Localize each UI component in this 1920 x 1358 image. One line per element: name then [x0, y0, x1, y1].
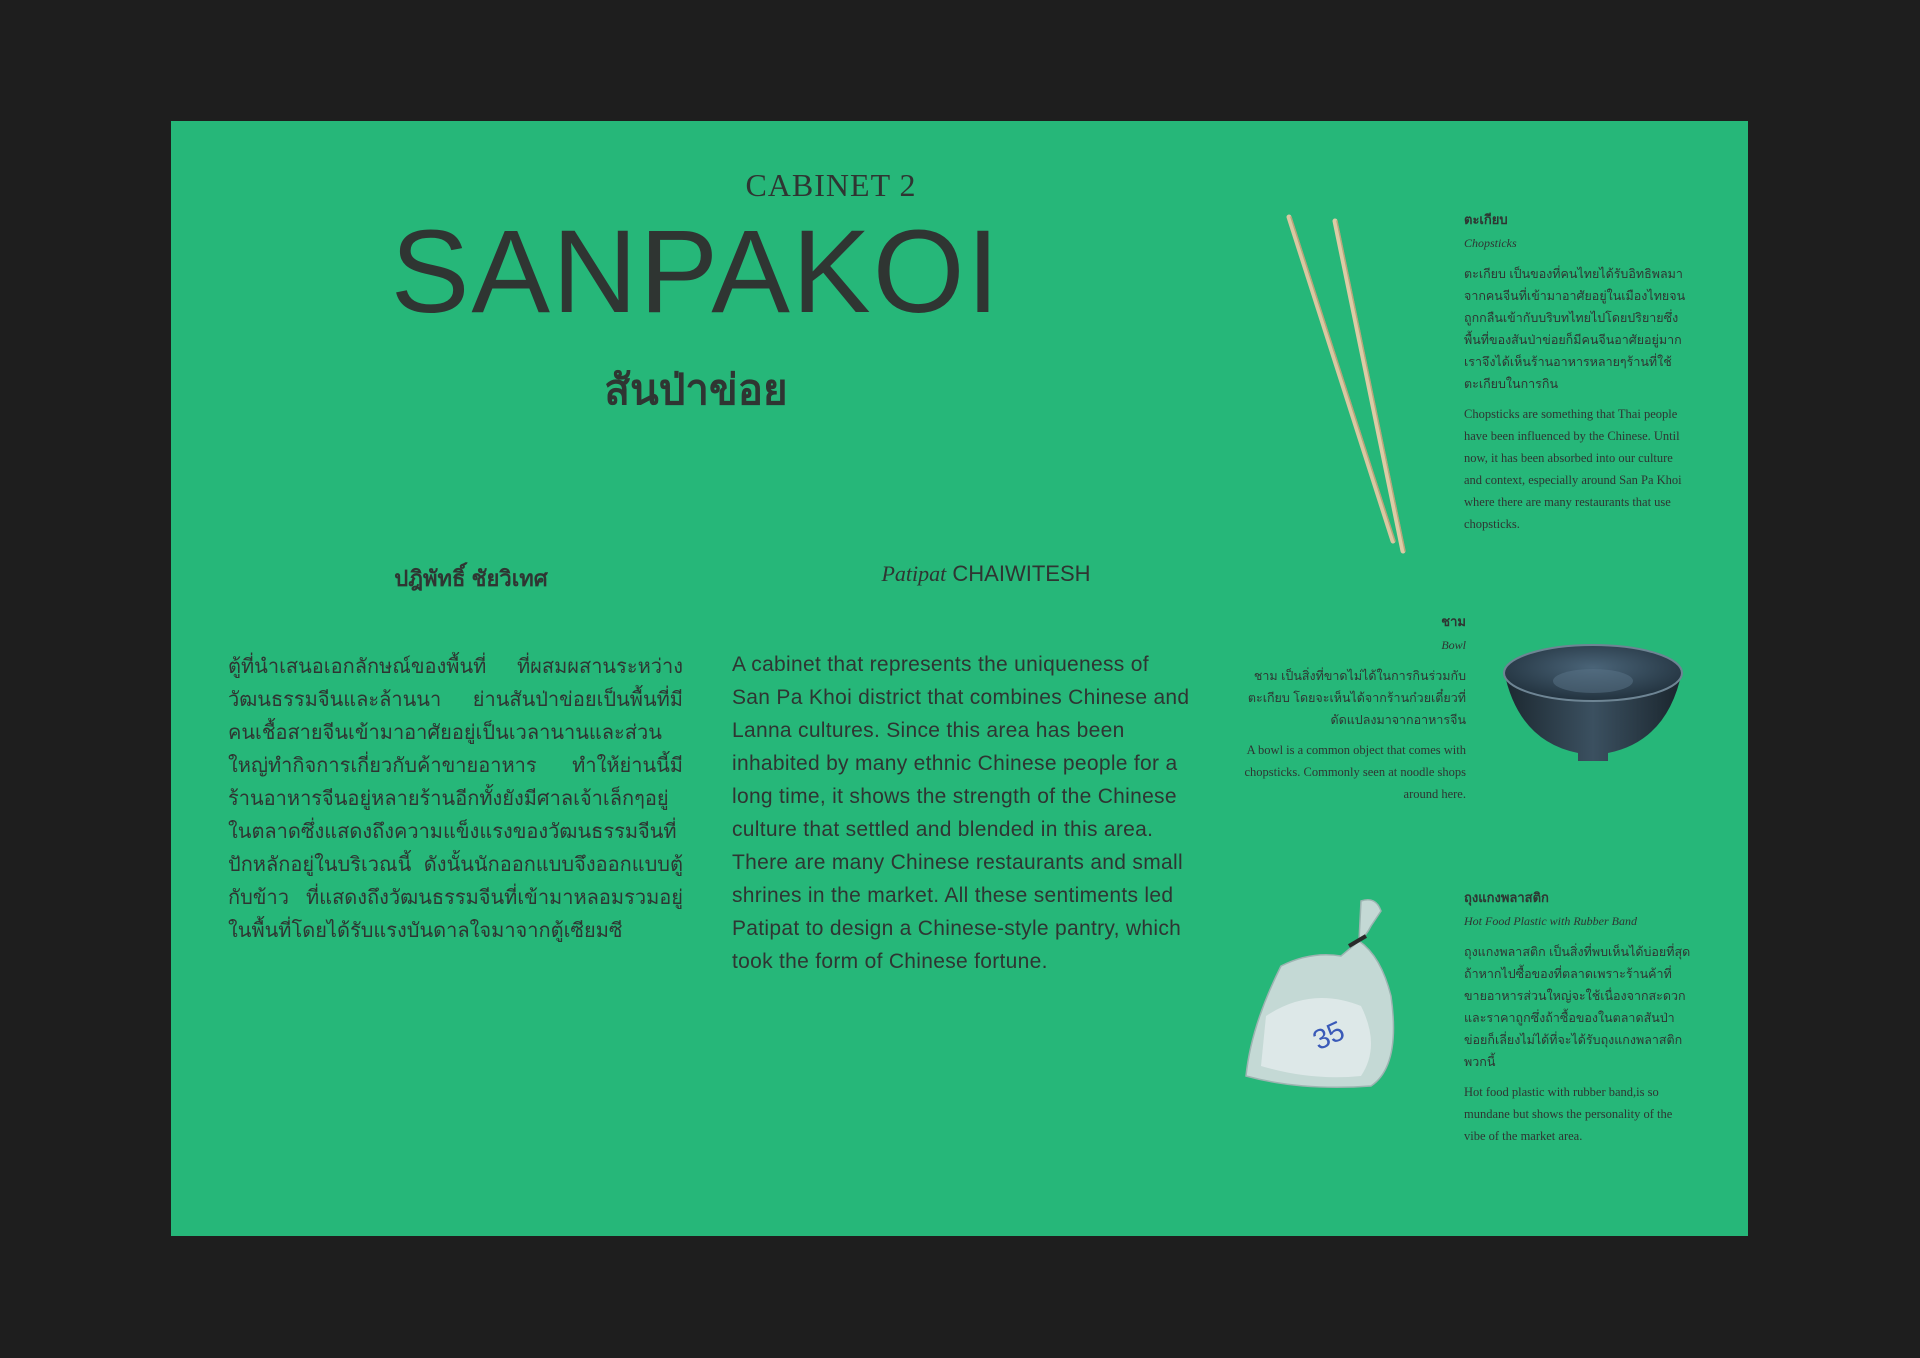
author-name-english: [821, 561, 1151, 587]
bowl-image: [1498, 641, 1688, 766]
author-last-name: CHAIWITESH: [952, 561, 1091, 586]
item-text-english: A bowl is a common object that comes with chopsticks. Commonly seen at noodle shops around here.: [1244, 743, 1466, 801]
author-first-name: Patipat: [881, 561, 947, 586]
author-name-thai: ปฎิพัทธิ์ ชัยวิเทศ: [394, 566, 548, 591]
item-chopsticks: [1464, 209, 1694, 535]
item-bowl: [1221, 611, 1466, 805]
item-title-thai: ชาม: [1441, 614, 1466, 629]
exhibit-panel: [171, 121, 1748, 1236]
item-title-thai: ถุงแกงพลาสติก: [1464, 890, 1549, 905]
cabinet-label: CABINET 2: [745, 167, 917, 203]
item-text-thai: ถุงแกงพลาสติก เป็นสิ่งที่พบเห็นได้บ่อยที่สุดถ้าหากไปซื้อของที่ตลาดเพราะร้านค้าที่ขายอาหารส่วนใหญ่จะใช้เนื่องจากสะดวกและราคาถูกซึ่งถ้าซื้อของในตลาดสันป่าข่อยก็เลี่ยงไม่ได้ที่จะได้รับถุงแกงพลาสติกพวกนี้: [1464, 945, 1691, 1069]
item-text-thai: ตะเกียบ เป็นของที่คนไทยได้รับอิทธิพลมาจากคนจีนที่เข้ามาอาศัยอยู่ในเมืองไทยจนถูกกลืนเข้ากับบริบทไทยไปโดยปริยายซึ่งพื้นที่ของสันป่าข่อยก็มีคนจีนอาศัยอยู่มากเราจึงได้เห็นร้านอาหารหลายๆร้านที่ใช้ตะเกียบในการกิน: [1464, 267, 1686, 391]
page-title: SANPAKOI: [390, 206, 1002, 338]
item-plastic-bag: [1464, 887, 1694, 1147]
thai-title: สันป่าข่อย: [604, 366, 788, 413]
item-title-english: Chopsticks: [1464, 236, 1517, 250]
description-english: A cabinet that represents the uniqueness of San Pa Khoi district that combines Chinese and Lanna cultures. Since this area has been inhabited by many ethnic Chinese people for a long time, it shows the strength of the Chinese culture that settled and blended in this area. There are many Chinese restaurants and small shrines in the market. All these sentiments led Patipat to design a Chinese-style pantry, which took the form of Chinese fortune.: [732, 653, 1190, 973]
plastic-bag-image: [1241, 896, 1416, 1096]
chopsticks-image: [1281, 211, 1411, 556]
item-title-english: Hot Food Plastic with Rubber Band: [1464, 914, 1637, 928]
bag-label: 35: [1307, 1014, 1350, 1056]
item-title-english: Bowl: [1441, 638, 1466, 652]
description-thai: ตู้ที่นำเสนอเอกลักษณ์ของพื้นที่ ที่ผสมผสานระหว่างวัฒนธรรมจีนและล้านนา ย่านสันป่าข่อยเป็นพื้นที่มีคนเชื้อสายจีนเข้ามาอาศัยอยู่เป็นเวลานานและส่วนใหญ่ทำกิจการเกี่ยวกับค้าขายอาหาร ทำให้ย่านนี้มีร้านอาหารจีนอยู่หลายร้านอีกทั้งยังมีศาลเจ้าเล็กๆอยู่ในตลาดซึ่งแสดงถึงความแข็งแรงของวัฒนธรรมจีนที่ปักหลักอยู่ในบริเวณนี้ ดังนั้นนักออกแบบจึงออกแบบตู้กับข้าว ที่แสดงถึงวัฒนธรรมจีนที่เข้ามาหลอมรวมอยู่ในพื้นที่โดยได้รับแรงบันดาลใจมาจากตู้เซียมซี: [228, 656, 683, 942]
item-title-thai: ตะเกียบ: [1464, 212, 1508, 227]
item-text-english: Chopsticks are something that Thai people have been influenced by the Chinese. Until now, it has been absorbed into our culture and context, especially around San Pa Khoi where there are many restaurants that use chopsticks.: [1464, 407, 1682, 531]
item-text-english: Hot food plastic with rubber band,is so mundane but shows the personality of the vibe of the market area.: [1464, 1085, 1673, 1143]
item-text-thai: ชาม เป็นสิ่งที่ขาดไม่ได้ในการกินร่วมกับตะเกียบ โดยจะเห็นได้จากร้านก๋วยเตี๋ยวที่ดัดแปลงมาจากอาหารจีน: [1247, 669, 1466, 727]
